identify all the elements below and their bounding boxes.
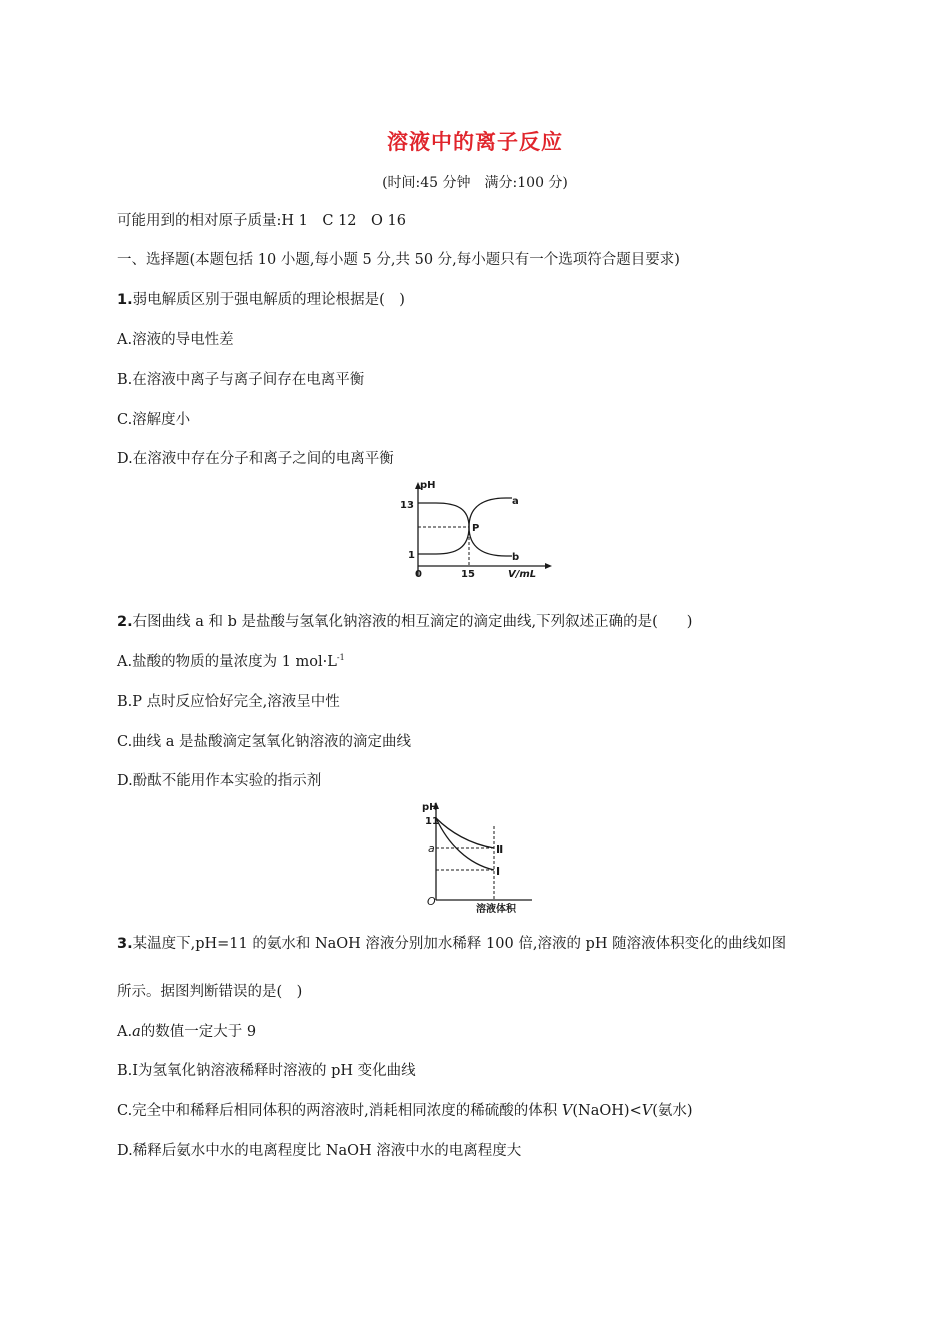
superscript: -1	[336, 653, 345, 663]
exam-time-score: (时间:45 分钟 满分:100 分)	[382, 175, 568, 191]
page-title: 溶液中的离子反应	[387, 130, 563, 154]
q2-option-b: B.P 点时反应恰好完全,溶液呈中性	[117, 694, 340, 710]
curve-a-lower	[418, 527, 469, 554]
question-3	[117, 932, 786, 953]
origin-label: O	[427, 895, 436, 908]
dilution-curve-figure	[420, 798, 540, 916]
question-stem: 右图曲线 a 和 b 是盐酸与氢氧化钠溶液的相互滴定的滴定曲线,下列叙述正确的是( )	[132, 614, 693, 630]
q2-option-d: D.酚酞不能用作本实验的指示剂	[117, 773, 322, 789]
y-axis-label: pH	[422, 802, 438, 813]
x-axis-label: 溶液体积	[476, 904, 516, 915]
option-text: C.完全中和稀释后相同体积的两溶液时,消耗相同浓度的稀硫酸的体积	[117, 1103, 562, 1119]
curve-II-label: Ⅱ	[496, 843, 504, 856]
x-tick-15: 15	[461, 569, 475, 580]
variable-v: V	[641, 1103, 653, 1119]
titration-curve-figure	[396, 476, 556, 586]
q1-option-b: B.在溶液中离子与离子间存在电离平衡	[117, 372, 365, 388]
question-2	[117, 610, 692, 631]
question-number: 2.	[117, 614, 133, 630]
option-text: A.盐酸的物质的量浓度为 1 mol·L	[117, 654, 337, 670]
curve-b-label: b	[512, 552, 520, 563]
option-text: (氨水)	[652, 1103, 693, 1119]
atomic-masses: 可能用到的相对原子质量:H 1 C 12 O 16	[117, 213, 406, 229]
q2-option-c: C.曲线 a 是盐酸滴定氢氧化钠溶液的滴定曲线	[117, 734, 412, 750]
variable-v: V	[561, 1103, 573, 1119]
y-axis-label: pH	[420, 480, 436, 491]
y-tick-11: 11	[425, 816, 439, 827]
q3-option-a	[117, 1020, 256, 1041]
curve-b	[418, 503, 469, 527]
q3-option-b: B.Ⅰ为氢氧化钠溶液稀释时溶液的 pH 变化曲线	[117, 1063, 416, 1079]
section-header: 一、选择题(本题包括 10 小题,每小题 5 分,共 50 分,每小题只有一个选项符合题目要求)	[117, 252, 680, 268]
q3-option-d: D.稀释后氨水中水的电离程度比 NaOH 溶液中水的电离程度大	[117, 1143, 522, 1159]
q1-option-c: C.溶解度小	[117, 412, 191, 428]
point-p-label: P	[472, 523, 480, 534]
x-axis-label: V/mL	[508, 569, 537, 580]
question-number: 3.	[117, 936, 133, 952]
q3-option-c	[117, 1099, 693, 1120]
question-1	[117, 288, 405, 309]
q2-option-a	[117, 650, 345, 671]
y-tick-1: 1	[408, 550, 415, 561]
variable-a: a	[132, 1024, 141, 1040]
x-axis-arrow	[545, 563, 552, 569]
curve-a-label: a	[512, 496, 519, 507]
question-stem: 弱电解质区别于强电解质的理论根据是( )	[132, 292, 405, 308]
question-number: 1.	[117, 292, 133, 308]
q3-stem-line2: 所示。据图判断错误的是( )	[117, 984, 303, 1000]
q1-option-a: A.溶液的导电性差	[117, 332, 234, 348]
curve-I-label: Ⅰ	[496, 865, 501, 878]
question-stem: 某温度下,pH=11 的氨水和 NaOH 溶液分别加水稀释 100 倍,溶液的 pH 随溶液体积变化的曲线如图	[132, 936, 787, 952]
option-prefix: A.	[117, 1024, 133, 1040]
q1-option-d: D.在溶液中存在分子和离子之间的电离平衡	[117, 451, 394, 467]
x-tick-0: 0	[415, 569, 422, 580]
y-tick-a: a	[428, 842, 435, 855]
y-tick-13: 13	[400, 500, 414, 511]
option-text: (NaOH)<	[572, 1103, 642, 1119]
option-text: 的数值一定大于 9	[140, 1024, 257, 1040]
